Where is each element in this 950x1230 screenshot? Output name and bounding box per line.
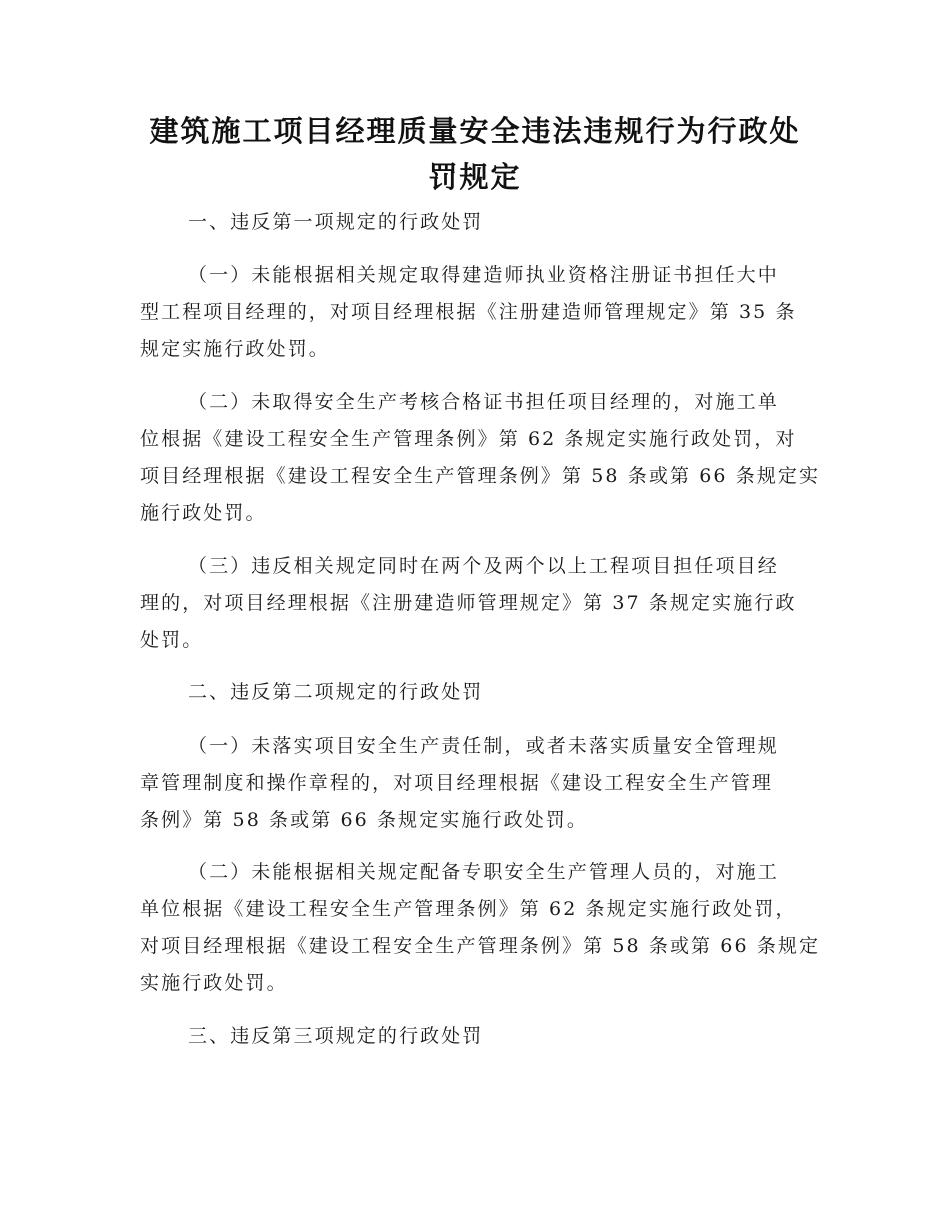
paragraph-line: 三、违反第三项规定的行政处罚 bbox=[188, 1025, 484, 1047]
paragraph-line: 二、违反第二项规定的行政处罚 bbox=[188, 681, 484, 703]
paragraph-1-3 bbox=[140, 548, 812, 659]
paragraph-line: 章管理制度和操作章程的，对项目经理根据《建设工程安全生产管理 bbox=[140, 772, 774, 794]
paragraph-line: （二）未能根据相关规定配备专职安全生产管理人员的，对施工 bbox=[188, 861, 779, 883]
paragraph-line: 实施行政处罚。 bbox=[140, 972, 288, 994]
paragraph-line: 理的，对项目经理根据《注册建造师管理规定》第 37 条规定实施行政 bbox=[140, 592, 797, 614]
paragraph-2-1 bbox=[140, 728, 812, 839]
section-heading-3 bbox=[140, 1018, 860, 1055]
section-heading-2 bbox=[140, 674, 860, 711]
paragraph-1-1 bbox=[140, 257, 812, 368]
paragraph-line: （三）违反相关规定同时在两个及两个以上工程项目担任项目经 bbox=[188, 555, 779, 577]
paragraph-line: （二）未取得安全生产考核合格证书担任项目经理的，对施工单 bbox=[188, 391, 779, 413]
paragraph-line: 一、违反第一项规定的行政处罚 bbox=[188, 211, 484, 233]
document-title bbox=[140, 108, 810, 200]
paragraph-line: 处罚。 bbox=[140, 629, 204, 651]
paragraph-line: 位根据《建设工程安全生产管理条例》第 62 条规定实施行政处罚，对 bbox=[140, 428, 797, 450]
paragraph-line: 条例》第 58 条或第 66 条规定实施行政处罚。 bbox=[140, 809, 589, 831]
paragraph-line: 单位根据《建设工程安全生产管理条例》第 62 条规定实施行政处罚， bbox=[140, 898, 797, 920]
paragraph-1-2 bbox=[140, 384, 821, 532]
paragraph-line: 型工程项目经理的，对项目经理根据《注册建造师管理规定》第 35 条 bbox=[140, 301, 797, 323]
paragraph-line: 对项目经理根据《建设工程安全生产管理条例》第 58 条或第 66 条规定 bbox=[140, 935, 821, 957]
paragraph-line: （一）未落实项目安全生产责任制，或者未落实质量安全管理规 bbox=[188, 735, 779, 757]
paragraph-line: （一）未能根据相关规定取得建造师执业资格注册证书担任大中 bbox=[188, 264, 779, 286]
paragraph-line: 项目经理根据《建设工程安全生产管理条例》第 58 条或第 66 条规定实 bbox=[140, 465, 821, 487]
paragraph-line: 施行政处罚。 bbox=[140, 502, 267, 524]
section-heading-1 bbox=[140, 204, 860, 241]
paragraph-line: 规定实施行政处罚。 bbox=[140, 338, 330, 360]
paragraph-2-2 bbox=[140, 854, 821, 1002]
title-line-2: 罚规定 bbox=[428, 160, 522, 194]
title-line-1: 建筑施工项目经理质量安全违法违规行为行政处 bbox=[149, 114, 801, 148]
